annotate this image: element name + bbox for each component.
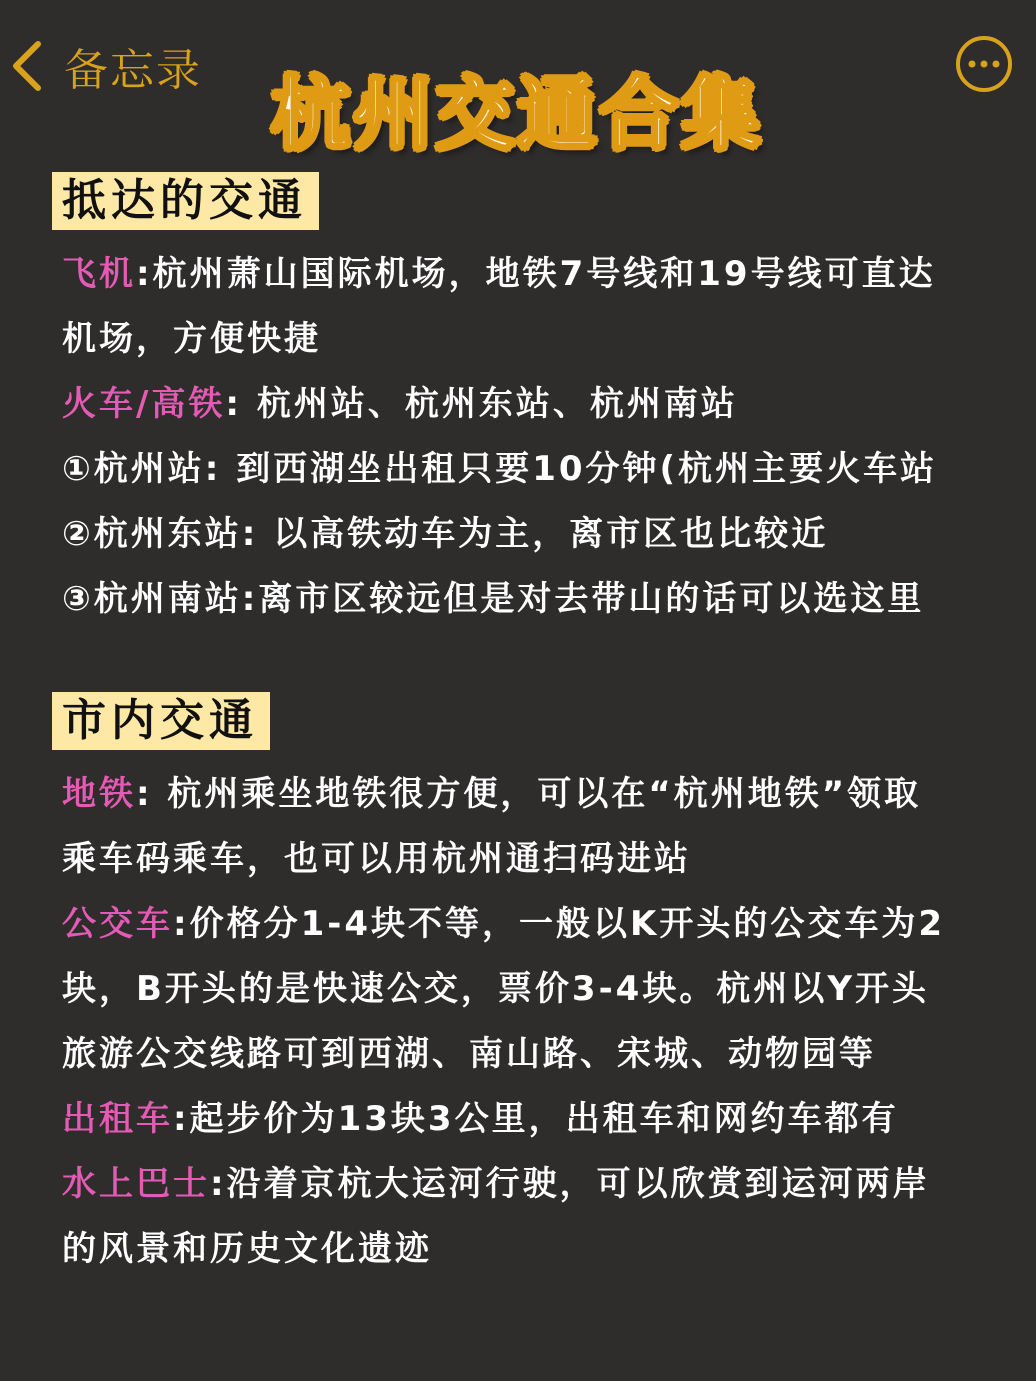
line-text: 块，B开头的是快速公交，票价3-4块。杭州以Y开头: [62, 969, 929, 1009]
label-taxi: 出租车: [62, 1099, 173, 1139]
text-line: [62, 892, 1002, 957]
label-water-bus: 水上巴士: [62, 1164, 210, 1204]
text-line: [62, 502, 1002, 567]
section-heading-city: 市内交通: [52, 692, 270, 750]
line-text: :价格分1-4块不等，一般以K开头的公交车为2: [173, 904, 946, 944]
line-text: 旅游公交线路可到西湖、南山路、宋城、动物园等: [62, 1034, 876, 1074]
line-text: :杭州萧山国际机场，地铁7号线和19号线可直达: [136, 254, 936, 294]
line-text: :起步价为13块3公里，出租车和网约车都有: [173, 1099, 899, 1139]
text-line: [62, 1217, 1002, 1282]
text-line: [62, 1152, 1002, 1217]
label-airplane: 飞机: [62, 254, 136, 294]
text-line: [62, 437, 1002, 502]
section-content-city: [62, 762, 1002, 1282]
text-line: [62, 242, 1002, 307]
text-line: [62, 567, 1002, 632]
line-text: 的风景和历史文化遗迹: [62, 1229, 432, 1269]
line-text: :沿着京杭大运河行驶，可以欣赏到运河两岸: [210, 1164, 930, 1204]
text-line: [62, 372, 1002, 437]
line-text: : 杭州乘坐地铁很方便，可以在“杭州地铁”领取: [136, 774, 922, 814]
line-text: ③杭州南站:离市区较远但是对去带山的话可以选这里: [62, 579, 925, 619]
section-content-arrival: [62, 242, 1002, 632]
label-metro: 地铁: [62, 774, 136, 814]
text-line: [62, 762, 1002, 827]
section-heading-arrival: 抵达的交通: [52, 172, 319, 230]
text-line: [62, 827, 1002, 892]
text-line: [62, 1022, 1002, 1087]
text-line: [62, 307, 1002, 372]
back-label: 备忘录: [64, 45, 202, 96]
line-text: 乘车码乘车，也可以用杭州通扫码进站: [62, 839, 691, 879]
label-train: 火车/高铁: [62, 384, 226, 424]
line-text: ①杭州站: 到西湖坐出租只要10分钟(杭州主要火车站: [62, 449, 938, 489]
line-text: ②杭州东站: 以高铁动车为主，离市区也比较近: [62, 514, 829, 554]
top-bar: [0, 0, 1036, 170]
text-line: [62, 957, 1002, 1022]
label-bus: 公交车: [62, 904, 173, 944]
text-line: [62, 1087, 1002, 1152]
line-text: 机场，方便快捷: [62, 319, 321, 359]
page-title: 杭州交通合集: [271, 70, 764, 160]
line-text: : 杭州站、杭州东站、杭州南站: [225, 384, 738, 424]
